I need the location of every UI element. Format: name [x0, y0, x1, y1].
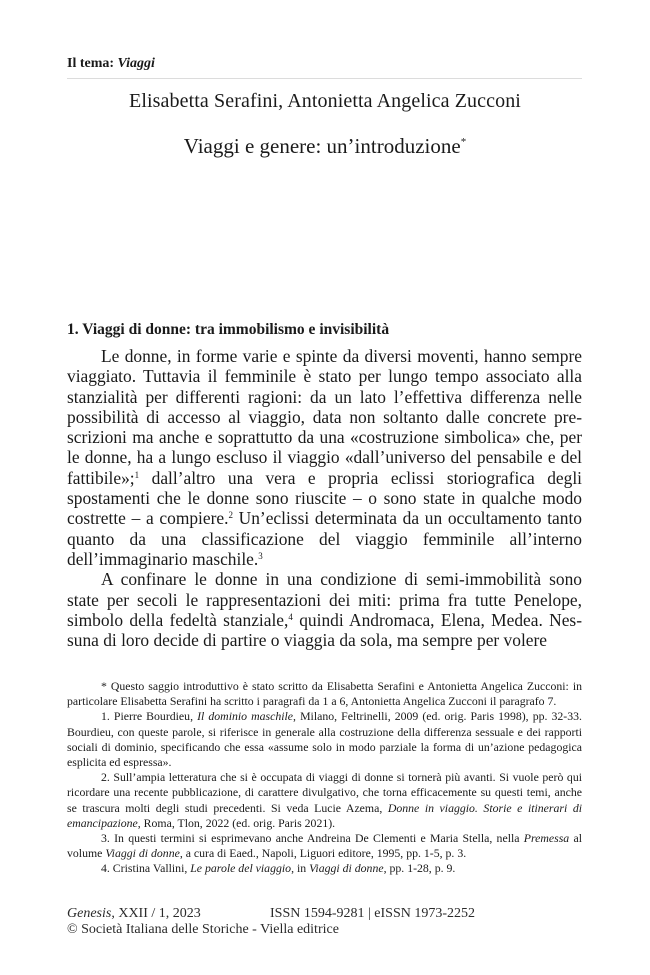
body-text-span: Un’eclissi determinata da un occultamento tanto quanto da una classificazione del viaggio femminile all’interno dell’immaginario maschile. — [67, 508, 582, 569]
footnote-book-title: Le parole del viaggio — [190, 861, 292, 876]
footnote-text: 2. Sull’ampia letteratura che si è occupata di viaggi di donne si tornerà più avanti. Si vuole però qui ricordare una recente pubblicazione, di carattere divulgativo, che torna efficacemente su questi temi, anche se trascura molti degli studi precedenti. Si veda Lucie Azema, — [67, 770, 582, 815]
footnote-1 — [67, 709, 582, 770]
footnote-2 — [67, 770, 582, 831]
footnote-3 — [67, 831, 582, 861]
running-head — [67, 56, 155, 72]
footnote-text: 1. Pierre Bourdieu, — [101, 709, 198, 724]
footnote-book-title: Premessa — [523, 831, 570, 846]
body-text-span: quindi Andromaca, Elena, Medea. Nessuna di loro decide di partire o viaggia da sola, ma sempre per volere — [67, 609, 582, 651]
footnote-book-title: Donne in viaggio. Storie e itinerari di emancipazione — [67, 800, 582, 830]
footnotes — [67, 679, 582, 877]
footnote-text: , Roma, Tlon, 2022 (ed. orig. Paris 2021). — [137, 815, 336, 830]
body-text-span: A confinare le donne in una condizione di semi-immobilità sono state per secoli le rappresentazioni dei miti: prima fra tutte Penelope, simbolo della fedeltà stanziale, — [67, 569, 582, 630]
running-head-value: Viaggi — [117, 56, 155, 71]
copyright-line: © Società Italiana delle Storiche - Viella editrice — [67, 922, 339, 937]
footnote-text: , in — [291, 861, 310, 876]
journal-issue: , XXII / 1, 2023 — [111, 906, 201, 921]
section-heading: 1. Viaggi di donne: tra immobilismo e invisibilità — [67, 321, 390, 338]
article-title — [0, 134, 650, 159]
footnote-book-title: Viaggi di donne — [105, 846, 180, 861]
header-divider — [67, 78, 582, 79]
footnote-ref-3: 3 — [258, 550, 263, 561]
title-footnote-mark: * — [460, 136, 467, 148]
footnote-text: al volume — [67, 831, 582, 861]
body-text-span: dall’altro una vera e propria eclissi storiografica degli spostamenti che le donne sono riuscite – o sono state in qualche modo costrette – a compiere. — [67, 467, 582, 529]
body-text-span: Le donne, in forme varie e spinte da diversi moventi, hanno sempre viaggiato. Tuttavia il femminile è stato per lungo tempo associato alla stanzialità per differenti ragioni: da un lato l’effettiva differenza nelle possibilità di accesso al viaggio, data non soltanto dalle concrete prescrizioni ma anche e soprattutto da una «costruzione simbolica» che, per le donne, ha a lungo escluso il viaggio «dall’universo del pensabile e del fattibile»; — [67, 346, 582, 488]
journal-citation — [67, 906, 270, 922]
footnote-text: 3. In questi termini si esprimevano anche Andreina De Clementi e Maria Stella, nella — [101, 831, 524, 846]
page-footer — [67, 906, 475, 938]
body-text — [67, 346, 582, 650]
footnote-ref-1: 1 — [134, 469, 140, 480]
article-authors: Elisabetta Serafini, Antonietta Angelica Zucconi — [129, 90, 521, 112]
footnote-book-title: Viaggi di donne — [309, 861, 384, 876]
footnote-text: , pp. 1-28, p. 9. — [383, 861, 456, 876]
body-paragraph-1 — [67, 346, 582, 569]
issn-line: ISSN 1594-9281 | eISSN 1973-2252 — [270, 906, 476, 921]
footnote-4 — [67, 861, 582, 876]
article-title-text: Viaggi e genere: un’introduzione — [183, 134, 461, 158]
footnote-book-title: Il dominio maschile — [197, 709, 294, 724]
footnote-ref-4: 4 — [288, 611, 293, 622]
footnote-ref-2: 2 — [228, 510, 233, 521]
footnote-text: 4. Cristina Vallini, — [101, 861, 191, 876]
running-head-label: Il tema: — [67, 56, 115, 71]
journal-name: Genesis — [67, 906, 112, 921]
body-paragraph-2 — [67, 569, 582, 650]
footnote-star: * Questo saggio introduttivo è stato scritto da Elisabetta Serafini e Antonietta Angelica Zucconi: in particolare Elisabetta Serafini ha scritto i paragrafi da 1 a 6, Antonietta Angelica Zucconi il paragrafo 7. — [67, 679, 582, 709]
footnote-text: , Milano, Feltrinelli, 2009 (ed. orig. Paris 1998), pp. 32-33. Bourdieu, con queste parole, si riferisce in generale alla costruzione della differenza sessuale e dei rapporti sociali di dominio, specificando che essa «assume solo in modo parziale la forma di un’azione pedagogica esplicita ed espressa». — [67, 709, 582, 770]
footnote-text: , a cura di Eaed., Napoli, Liguori editore, 1995, pp. 1-5, p. 3. — [179, 846, 467, 861]
